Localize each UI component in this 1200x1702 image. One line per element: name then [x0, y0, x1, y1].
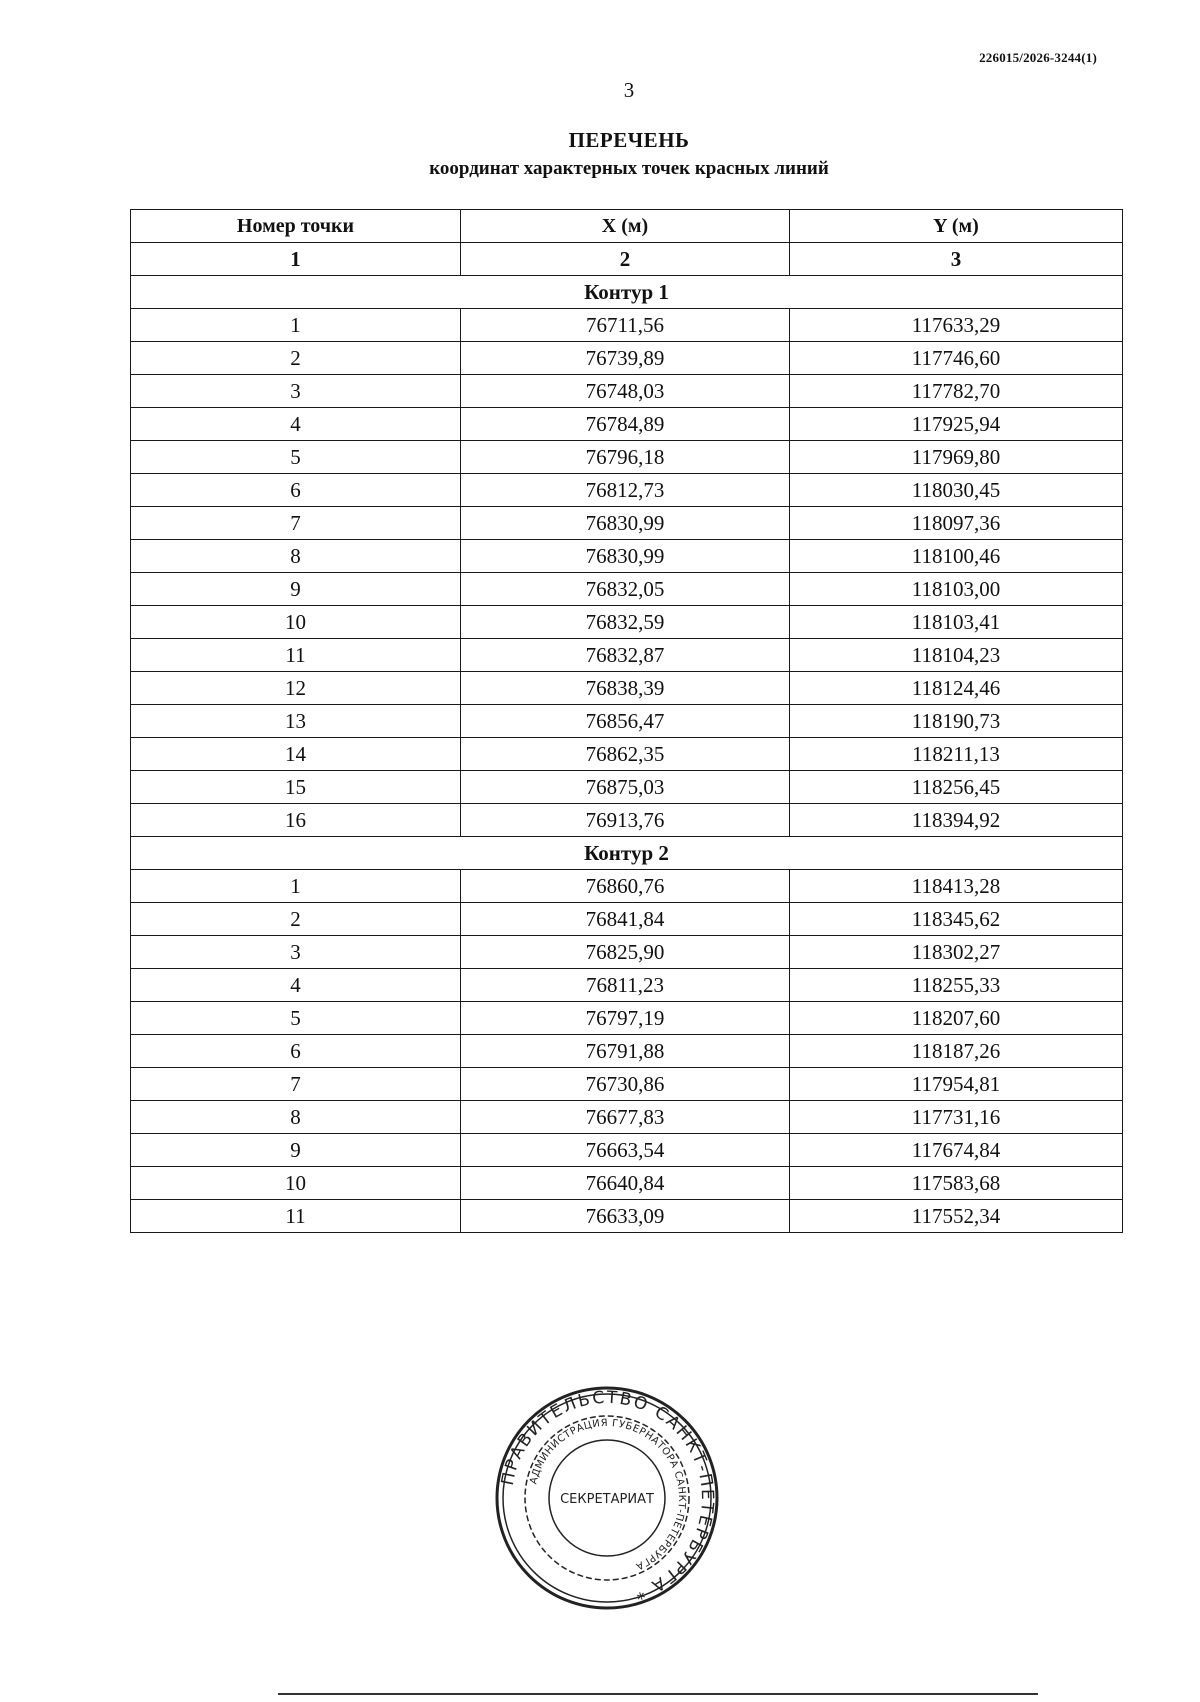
x-coordinate-cell: 76797,19: [461, 1002, 790, 1035]
x-coordinate-cell: 76791,88: [461, 1035, 790, 1068]
y-coordinate-cell: 117746,60: [790, 342, 1123, 375]
column-number: 3: [790, 243, 1123, 276]
point-number-cell: 11: [131, 1200, 461, 1233]
svg-text:СЕКРЕТАРИАТ: СЕКРЕТАРИАТ: [560, 1492, 654, 1507]
y-coordinate-cell: 118030,45: [790, 474, 1123, 507]
table-row: [131, 804, 1123, 837]
y-coordinate-cell: 117552,34: [790, 1200, 1123, 1233]
point-number-cell: 10: [131, 1167, 461, 1200]
y-coordinate-cell: 118413,28: [790, 870, 1123, 903]
y-coordinate-cell: 117782,70: [790, 375, 1123, 408]
point-number-cell: 9: [131, 1134, 461, 1167]
x-coordinate-cell: 76730,86: [461, 1068, 790, 1101]
table-row: [131, 639, 1123, 672]
x-coordinate-cell: 76832,87: [461, 639, 790, 672]
y-coordinate-cell: 118302,27: [790, 936, 1123, 969]
x-coordinate-cell: 76663,54: [461, 1134, 790, 1167]
column-number-row: [131, 243, 1123, 276]
y-coordinate-cell: 118207,60: [790, 1002, 1123, 1035]
coordinates-table: [130, 209, 1123, 1233]
table-row: [131, 1134, 1123, 1167]
point-number-cell: 6: [131, 474, 461, 507]
table-row: [131, 606, 1123, 639]
official-seal-stamp: [492, 1383, 722, 1613]
table-row: [131, 474, 1123, 507]
y-coordinate-cell: 117731,16: [790, 1101, 1123, 1134]
y-coordinate-cell: 118256,45: [790, 771, 1123, 804]
column-header-x: X (м): [461, 210, 790, 243]
column-header-y: Y (м): [790, 210, 1123, 243]
page-number: 3: [623, 78, 635, 102]
point-number-cell: 8: [131, 540, 461, 573]
point-number-cell: 7: [131, 507, 461, 540]
svg-text:ПРАВИТЕЛЬСТВО САНКТ-ПЕТЕРБУРГА: ПРАВИТЕЛЬСТВО САНКТ-ПЕТЕРБУРГА *: [497, 1387, 718, 1604]
y-coordinate-cell: 118345,62: [790, 903, 1123, 936]
point-number-cell: 3: [131, 936, 461, 969]
y-coordinate-cell: 117925,94: [790, 408, 1123, 441]
x-coordinate-cell: 76830,99: [461, 540, 790, 573]
table-body: [131, 276, 1123, 1233]
point-number-cell: 16: [131, 804, 461, 837]
x-coordinate-cell: 76832,59: [461, 606, 790, 639]
x-coordinate-cell: 76811,23: [461, 969, 790, 1002]
bottom-divider: [278, 1693, 1038, 1695]
point-number-cell: 15: [131, 771, 461, 804]
table-row: [131, 540, 1123, 573]
point-number-cell: 5: [131, 1002, 461, 1035]
x-coordinate-cell: 76748,03: [461, 375, 790, 408]
table-row: [131, 441, 1123, 474]
table-row: [131, 1167, 1123, 1200]
section-label: Контур 1: [131, 276, 1123, 309]
y-coordinate-cell: 117583,68: [790, 1167, 1123, 1200]
x-coordinate-cell: 76875,03: [461, 771, 790, 804]
table-row: [131, 771, 1123, 804]
point-number-cell: 12: [131, 672, 461, 705]
y-coordinate-cell: 117633,29: [790, 309, 1123, 342]
point-number-cell: 6: [131, 1035, 461, 1068]
x-coordinate-cell: 76830,99: [461, 507, 790, 540]
table-row: [131, 1035, 1123, 1068]
table-row: [131, 705, 1123, 738]
point-number-cell: 10: [131, 606, 461, 639]
column-number: 2: [461, 243, 790, 276]
point-number-cell: 4: [131, 408, 461, 441]
x-coordinate-cell: 76838,39: [461, 672, 790, 705]
y-coordinate-cell: 118394,92: [790, 804, 1123, 837]
table-row: [131, 342, 1123, 375]
x-coordinate-cell: 76640,84: [461, 1167, 790, 1200]
document-title: ПЕРЕЧЕНЬ: [568, 128, 690, 152]
point-number-cell: 5: [131, 441, 461, 474]
table-row: [131, 870, 1123, 903]
x-coordinate-cell: 76856,47: [461, 705, 790, 738]
point-number-cell: 13: [131, 705, 461, 738]
y-coordinate-cell: 118097,36: [790, 507, 1123, 540]
section-row: [131, 276, 1123, 309]
point-number-cell: 4: [131, 969, 461, 1002]
table-row: [131, 573, 1123, 606]
y-coordinate-cell: 118104,23: [790, 639, 1123, 672]
table-row: [131, 507, 1123, 540]
y-coordinate-cell: 117954,81: [790, 1068, 1123, 1101]
x-coordinate-cell: 76812,73: [461, 474, 790, 507]
table-row: [131, 903, 1123, 936]
x-coordinate-cell: 76841,84: [461, 903, 790, 936]
table-row: [131, 309, 1123, 342]
svg-text:АДМИНИСТРАЦИЯ ГУБЕРНАТОРА САНК: АДМИНИСТРАЦИЯ ГУБЕРНАТОРА САНКТ-ПЕТЕРБУРГА: [528, 1417, 688, 1572]
point-number-cell: 1: [131, 870, 461, 903]
table-row: [131, 1200, 1123, 1233]
x-coordinate-cell: 76832,05: [461, 573, 790, 606]
table-row: [131, 738, 1123, 771]
y-coordinate-cell: 118103,00: [790, 573, 1123, 606]
y-coordinate-cell: 118190,73: [790, 705, 1123, 738]
x-coordinate-cell: 76784,89: [461, 408, 790, 441]
y-coordinate-cell: 118211,13: [790, 738, 1123, 771]
point-number-cell: 7: [131, 1068, 461, 1101]
point-number-cell: 2: [131, 903, 461, 936]
table-row: [131, 936, 1123, 969]
table-row: [131, 375, 1123, 408]
table-row: [131, 1101, 1123, 1134]
x-coordinate-cell: 76677,83: [461, 1101, 790, 1134]
point-number-cell: 3: [131, 375, 461, 408]
point-number-cell: 2: [131, 342, 461, 375]
table-row: [131, 969, 1123, 1002]
x-coordinate-cell: 76711,56: [461, 309, 790, 342]
x-coordinate-cell: 76633,09: [461, 1200, 790, 1233]
point-number-cell: 1: [131, 309, 461, 342]
y-coordinate-cell: 117674,84: [790, 1134, 1123, 1167]
table-row: [131, 408, 1123, 441]
column-header-point-number: Номер точки: [131, 210, 461, 243]
point-number-cell: 8: [131, 1101, 461, 1134]
section-row: [131, 837, 1123, 870]
document-subtitle: координат характерных точек красных линий: [429, 158, 829, 179]
y-coordinate-cell: 118103,41: [790, 606, 1123, 639]
section-label: Контур 2: [131, 837, 1123, 870]
y-coordinate-cell: 117969,80: [790, 441, 1123, 474]
y-coordinate-cell: 118124,46: [790, 672, 1123, 705]
document-id: 226015/2026-3244(1): [979, 50, 1097, 65]
x-coordinate-cell: 76825,90: [461, 936, 790, 969]
y-coordinate-cell: 118187,26: [790, 1035, 1123, 1068]
x-coordinate-cell: 76860,76: [461, 870, 790, 903]
table-row: [131, 1068, 1123, 1101]
y-coordinate-cell: 118255,33: [790, 969, 1123, 1002]
point-number-cell: 9: [131, 573, 461, 606]
point-number-cell: 11: [131, 639, 461, 672]
x-coordinate-cell: 76739,89: [461, 342, 790, 375]
point-number-cell: 14: [131, 738, 461, 771]
x-coordinate-cell: 76862,35: [461, 738, 790, 771]
table-header-row: [131, 210, 1123, 243]
x-coordinate-cell: 76796,18: [461, 441, 790, 474]
x-coordinate-cell: 76913,76: [461, 804, 790, 837]
table-row: [131, 1002, 1123, 1035]
y-coordinate-cell: 118100,46: [790, 540, 1123, 573]
column-number: 1: [131, 243, 461, 276]
table-row: [131, 672, 1123, 705]
